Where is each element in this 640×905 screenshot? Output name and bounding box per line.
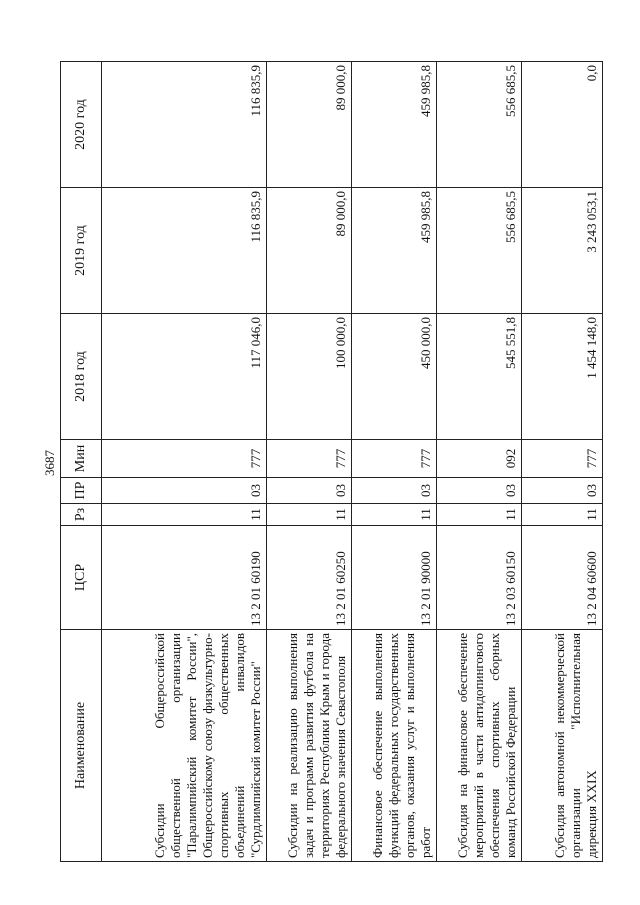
row-2018: 100 000,0 xyxy=(267,314,352,440)
table-row xyxy=(437,62,522,862)
table-header-row xyxy=(61,62,102,862)
row-min: 777 xyxy=(352,440,437,478)
table-row xyxy=(102,62,267,862)
row-2019: 116 835,9 xyxy=(102,188,267,314)
row-2019: 89 000,0 xyxy=(267,188,352,314)
row-pr: 03 xyxy=(102,478,267,504)
row-csr: 13 2 03 60150 xyxy=(437,526,522,630)
row-csr: 13 2 01 90000 xyxy=(352,526,437,630)
row-2018: 1 454 148,0 xyxy=(522,314,603,440)
row-min: 092 xyxy=(437,440,522,478)
header-csr: ЦСР xyxy=(61,526,102,630)
row-min: 777 xyxy=(267,440,352,478)
header-2019: 2019 год xyxy=(61,188,102,314)
header-2020: 2020 год xyxy=(61,62,102,188)
row-2020: 89 000,0 xyxy=(267,62,352,188)
header-min: Мин xyxy=(61,440,102,478)
row-2020: 556 685,5 xyxy=(437,62,522,188)
row-name: Финансовое обеспечение выполнения функций федеральных государственных органов, оказания услуг и выполнения работ xyxy=(352,630,437,862)
row-2020: 0,0 xyxy=(522,62,603,188)
row-name: Субсидии Общероссийской общественной организации "Паралимпийский комитет России", Общероссийскому союзу физкультурно-спортивных общественных объединений инвалидов "Сурдлимпийский комитет России" xyxy=(102,630,267,862)
row-csr: 13 2 01 60250 xyxy=(267,526,352,630)
row-pr: 03 xyxy=(267,478,352,504)
row-2019: 459 985,8 xyxy=(352,188,437,314)
table-row xyxy=(267,62,352,862)
row-rz: 11 xyxy=(352,504,437,526)
row-name: Субсидии на реализацию выполнения задач и программ развития футбола на территориях Республики Крым и города федерального значения Севастополя xyxy=(267,630,352,862)
row-csr: 13 2 01 60190 xyxy=(102,526,267,630)
row-2020: 459 985,8 xyxy=(352,62,437,188)
row-2018: 545 551,8 xyxy=(437,314,522,440)
row-name: Субсидия автономной некоммерческой организации "Исполнительная дирекция XXIX xyxy=(522,630,603,862)
row-rz: 11 xyxy=(437,504,522,526)
row-rz: 11 xyxy=(267,504,352,526)
row-pr: 03 xyxy=(352,478,437,504)
row-rz: 11 xyxy=(102,504,267,526)
page-number: 3687 xyxy=(42,450,57,476)
row-min: 777 xyxy=(522,440,603,478)
rotated-page-content xyxy=(60,62,599,862)
row-2019: 3 243 053,1 xyxy=(522,188,603,314)
table-row xyxy=(522,62,603,862)
row-rz: 11 xyxy=(522,504,603,526)
row-name: Субсидия на финансовое обеспечение мероприятий в части антидопингового обеспечения спортивных сборных команд Российской Федерации xyxy=(437,630,522,862)
header-2018: 2018 год xyxy=(61,314,102,440)
row-min: 777 xyxy=(102,440,267,478)
row-csr: 13 2 04 60600 xyxy=(522,526,603,630)
row-2018: 450 000,0 xyxy=(352,314,437,440)
row-2020: 116 835,9 xyxy=(102,62,267,188)
table-row xyxy=(352,62,437,862)
budget-table xyxy=(60,61,603,862)
row-pr: 03 xyxy=(522,478,603,504)
row-2018: 117 046,0 xyxy=(102,314,267,440)
header-pr: ПР xyxy=(61,478,102,504)
row-2019: 556 685,5 xyxy=(437,188,522,314)
header-name: Наименование xyxy=(61,630,102,862)
header-rz: Рз xyxy=(61,504,102,526)
row-pr: 03 xyxy=(437,478,522,504)
